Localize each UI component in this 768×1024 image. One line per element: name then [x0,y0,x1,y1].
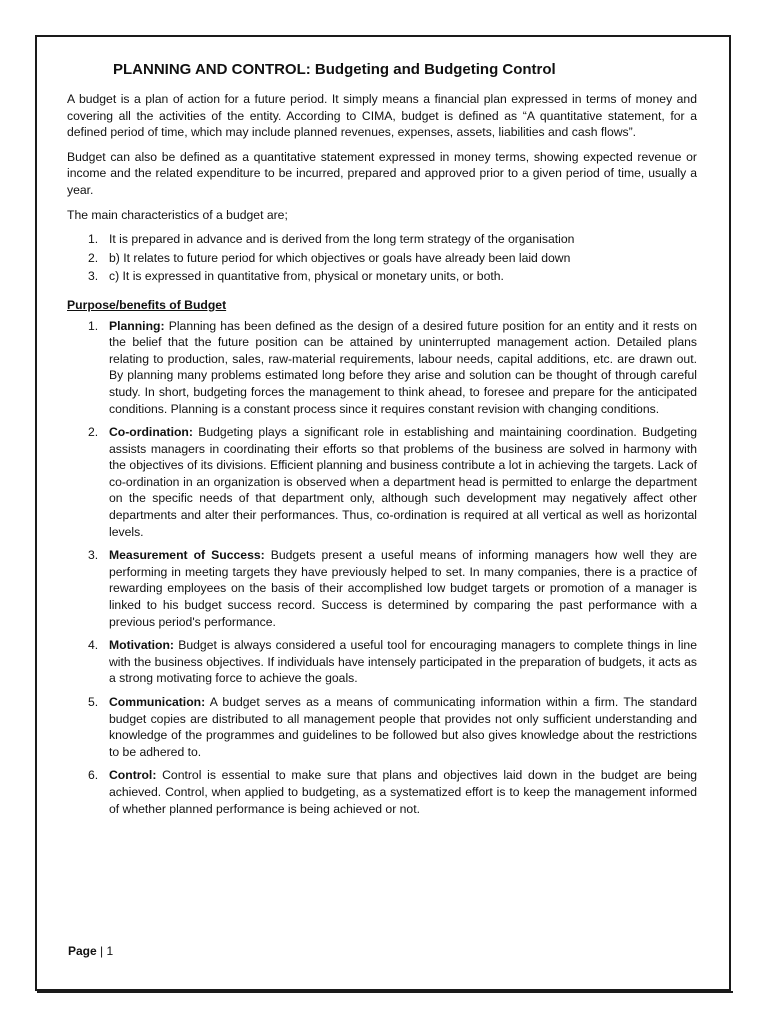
intro-paragraph: A budget is a plan of action for a future period. It simply means a financial plan expressed in terms of money and covering all the activities of the entity. According to CIMA, budget is defined as “A quantitative statement, for a defined period of time, which may include planned revenues, expenses, assets, liabilities and cash flows”. [67,92,697,140]
characteristic-item [67,231,697,248]
purpose-text: Budget is always considered a useful tool for encouraging managers to complete things in line with the business objectives. If individuals have intensely participated in the preparation of budgets, it acts as a strong motivating force to achieve the goals. [109,638,697,686]
footer-separator: | [96,944,107,958]
purpose-item-measurement [67,547,697,630]
purpose-term: Co-ordination: [109,425,193,440]
purpose-text: Budgeting plays a significant role in establishing and maintaining coordination. Budgeting assists managers in coordinating their efforts so that problems of the business are solved in harmony with the objectives of its divisions. Efficient planning and business contribute a lot in achieving the targets. Lack of co-ordination in an organization is observed when a department head is permitted to enlarge the department on the specific needs of that department only, although such development may negatively affect other departments and alter their performances. Thus, co-ordination is required at all vertical as well as horizontal levels. [109,425,697,539]
document-body [67,60,697,824]
characteristics-list [67,231,697,285]
document-title: PLANNING AND CONTROL: Budgeting and Budgeting Control [113,61,556,78]
purpose-heading: Purpose/benefits of Budget [67,297,227,312]
list-number: 3. [88,548,99,563]
characteristics-intro: The main characteristics of a budget are; [67,207,288,222]
list-number: 4. [88,638,99,653]
page-footer [68,944,113,958]
purpose-item-planning [67,318,697,418]
list-number: 3. [88,269,99,284]
purpose-text: Control is essential to make sure that plans and objectives laid down in the budget are being achieved. Control, when applied to budgeting, as a systematized effort is to keep the management informed of whether planned performance is being achieved or not. [109,768,697,816]
footer-page-label: Page [68,944,97,958]
purpose-term: Planning: [109,318,165,333]
list-number: 5. [88,695,99,709]
purpose-item-control [67,767,697,817]
purpose-item-coordination [67,424,697,540]
characteristic-text: It is prepared in advance and is derived from the long term strategy of the organisation [109,232,575,247]
list-number: 1. [88,318,99,333]
characteristic-item [67,250,697,267]
characteristic-text: c) It is expressed in quantitative from, physical or monetary units, or both. [109,269,504,284]
purpose-item-communication [67,694,697,760]
list-number: 2. [88,425,99,440]
purpose-item-motivation [67,637,697,687]
footer-page-number: 1 [106,944,114,958]
definition-paragraph: Budget can also be defined as a quantitative statement expressed in money terms, showing expected revenue or income and the related expenditure to be incurred, prepared and approved prior to a given period of time, usually a year. [67,149,697,197]
purpose-term: Communication: [109,695,206,709]
list-number: 6. [88,768,99,783]
purpose-term: Motivation: [109,638,174,653]
characteristic-item [67,268,697,285]
purpose-text: A budget serves as a means of communicating information within a firm. The standard budget copies are distributed to all management people that provides not only sufficient understanding and knowledge of the programmes and guidelines to be followed but also gives knowledge about the restrictions to be adhered to. [109,695,697,759]
purpose-list [67,318,697,818]
purpose-term: Control: [109,768,157,783]
purpose-text: Planning has been defined as the design of a desired future position for an entity and it rests on the belief that the future position can be attained by uninterrupted management action. Detailed plans relating to production, sales, raw-material requirements, labour needs, capital additions, etc. are drawn out. By planning many problems estimated long before they arise and solution can be thought of through careful study. In short, budgeting forces the management to think ahead, to foresee and prepare for the anticipated conditions. Planning is a constant process since it requires constant revision with changing conditions. [109,318,697,416]
purpose-term: Measurement of Success: [109,548,265,563]
list-number: 2. [88,250,99,265]
characteristic-text: b) It relates to future period for which objectives or goals have already been laid down [109,250,571,265]
purpose-text: Budgets present a useful means of informing managers how well they are performing in meeting targets they have previously helped to set. In many companies, there is a practice of rewarding employees on the basis of their accomplished low budget targets or promotion of a manager is linked to his budget success record. Success is determined by comparing the past performance with a previous period's performance. [109,548,698,629]
list-number: 1. [88,232,99,247]
